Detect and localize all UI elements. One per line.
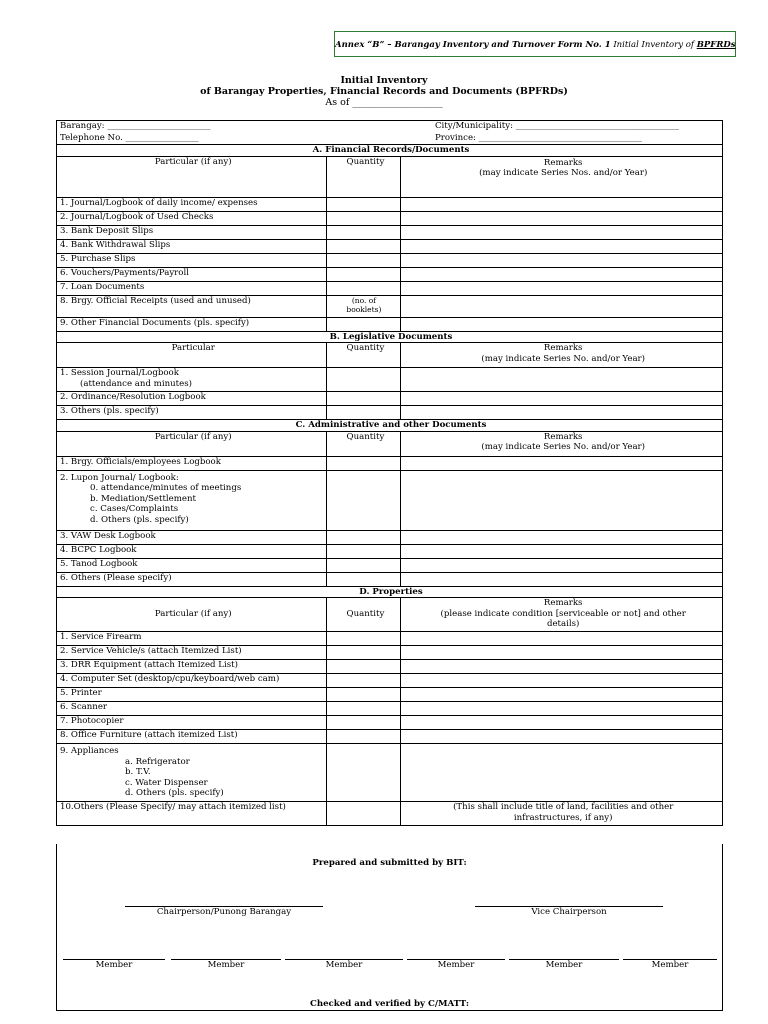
table-row — [57, 716, 723, 730]
remarks-cell[interactable] — [401, 544, 723, 558]
row-label: 4. Computer Set (desktop/cpu/keyboard/web cam) — [57, 674, 327, 688]
quantity-cell[interactable] — [327, 253, 401, 267]
province-field[interactable]: Province: ______________________________________ — [327, 133, 723, 145]
remarks-cell[interactable] — [401, 456, 723, 470]
table-row — [57, 368, 723, 392]
section-c-title: C. Administrative and other Documents — [57, 420, 723, 432]
remarks-cell[interactable] — [401, 674, 723, 688]
title-line-2: of Barangay Properties, Financial Records and Documents (BPFRDs) — [200, 86, 568, 97]
row-label: 2. Ordinance/Resolution Logbook — [57, 392, 327, 406]
row-label: 9. Other Financial Documents (pls. specify) — [57, 317, 327, 331]
remarks-cell[interactable] — [401, 368, 723, 392]
section-a-column-header — [57, 156, 723, 197]
quantity-cell[interactable] — [327, 225, 401, 239]
table-row — [57, 674, 723, 688]
sub-item: b. Mediation/Settlement — [90, 493, 196, 504]
quantity-cell[interactable] — [327, 730, 401, 744]
col-particular: Particular (if any) — [57, 156, 327, 197]
section-a-title: A. Financial Records/Documents — [57, 145, 723, 157]
sub-item: c. Cases/Complaints — [90, 504, 179, 514]
col-remarks — [401, 156, 723, 197]
member-label: Member — [437, 960, 475, 970]
row-label: 4. BCPC Logbook — [57, 544, 327, 558]
table-row — [57, 558, 723, 572]
remarks-cell[interactable] — [401, 716, 723, 730]
col-remarks — [401, 598, 723, 632]
quantity-cell[interactable] — [327, 530, 401, 544]
header-row-2 — [57, 133, 723, 145]
table-row — [57, 392, 723, 406]
quantity-cell[interactable] — [327, 632, 401, 646]
row-label: 3. VAW Desk Logbook — [57, 530, 327, 544]
row-label-line-2: (attendance and minutes) — [80, 378, 192, 389]
row-label — [57, 744, 327, 802]
quantity-cell[interactable] — [327, 317, 401, 331]
remarks-cell[interactable] — [401, 225, 723, 239]
remarks-cell[interactable] — [401, 239, 723, 253]
col-particular: Particular — [57, 343, 327, 368]
remarks-cell[interactable] — [401, 392, 723, 406]
table-row — [57, 530, 723, 544]
remarks-note-1: (This shall include title of land, facilities and other — [453, 802, 674, 812]
annex-prefix: Annex “B” – Barangay Inventory and Turnover Form No. 1 — [335, 40, 611, 50]
remarks-cell[interactable] — [401, 744, 723, 802]
row-label: 5. Tanod Logbook — [57, 558, 327, 572]
row-label: 10.Others (Please Specify/ may attach itemized list) — [57, 802, 327, 826]
table-row — [57, 197, 723, 211]
row-label-line-1: 1. Session Journal/Logbook — [60, 368, 179, 378]
signature-block — [56, 844, 723, 1011]
quantity-cell[interactable] — [327, 197, 401, 211]
table-row — [57, 744, 723, 802]
quantity-cell[interactable] — [327, 267, 401, 281]
quantity-cell[interactable] — [327, 456, 401, 470]
table-row — [57, 544, 723, 558]
sub-item: d. Others (pls. specify) — [90, 514, 189, 525]
quantity-cell[interactable] — [327, 281, 401, 295]
annex-code: BPFRDs — [696, 40, 736, 50]
quantity-note-1: (no. of — [351, 295, 377, 305]
col-quantity: Quantity — [327, 156, 401, 197]
table-row — [57, 211, 723, 225]
remarks-cell[interactable] — [401, 317, 723, 331]
quantity-cell[interactable] — [327, 211, 401, 225]
header-row-1 — [57, 121, 723, 133]
remarks-cell[interactable] — [401, 688, 723, 702]
remarks-cell[interactable] — [401, 632, 723, 646]
col-quantity: Quantity — [327, 431, 401, 456]
quantity-cell[interactable] — [327, 744, 401, 802]
sub-item: b. T.V. — [125, 767, 151, 777]
table-row — [57, 295, 723, 317]
col-quantity: Quantity — [327, 343, 401, 368]
remarks-cell[interactable] — [401, 253, 723, 267]
section-a-title-row — [57, 145, 723, 157]
remarks-cell[interactable] — [401, 211, 723, 225]
remarks-note-2: infrastructures, if any) — [513, 812, 613, 823]
quantity-cell[interactable] — [327, 392, 401, 406]
row-label: 2. Service Vehicle/s (attach Itemized List) — [57, 646, 327, 660]
row-label: 3. Bank Deposit Slips — [57, 225, 327, 239]
remarks-cell[interactable] — [401, 530, 723, 544]
remarks-cell[interactable] — [401, 730, 723, 744]
remarks-cell[interactable] — [401, 267, 723, 281]
section-c-title-row — [57, 420, 723, 432]
row-label: 7. Photocopier — [57, 716, 327, 730]
table-row — [57, 225, 723, 239]
table-row — [57, 406, 723, 420]
row-label — [57, 470, 327, 530]
row-label: 4. Bank Withdrawal Slips — [57, 239, 327, 253]
sub-item: d. Others (pls. specify) — [125, 788, 224, 798]
remarks-cell[interactable] — [401, 646, 723, 660]
table-row — [57, 267, 723, 281]
sub-item: a. Refrigerator — [125, 756, 190, 767]
quantity-cell[interactable] — [327, 674, 401, 688]
barangay-field[interactable]: Barangay: ________________________ — [57, 121, 327, 133]
col-remarks — [401, 343, 723, 368]
remarks-cell[interactable] — [401, 702, 723, 716]
quantity-cell[interactable] — [327, 558, 401, 572]
sub-item: 0. attendance/minutes of meetings — [90, 483, 242, 493]
col-remarks — [401, 431, 723, 456]
table-row — [57, 253, 723, 267]
quantity-cell[interactable] — [327, 406, 401, 420]
table-row — [57, 239, 723, 253]
quantity-cell[interactable] — [327, 646, 401, 660]
table-row — [57, 702, 723, 716]
remarks-cell[interactable] — [401, 558, 723, 572]
remarks-cell[interactable] — [401, 470, 723, 530]
telephone-field[interactable]: Telephone No. _________________ — [57, 133, 327, 145]
remarks-label: Remarks — [543, 343, 583, 353]
row-label: 1. Journal/Logbook of daily income/ expenses — [57, 197, 327, 211]
quantity-cell[interactable] — [327, 295, 401, 317]
prepared-by-label: Prepared and submitted by BIT: — [312, 858, 467, 868]
table-row — [57, 317, 723, 331]
table-row — [57, 456, 723, 470]
row-label: 6. Others (Please specify) — [57, 572, 327, 586]
remarks-note-2: details) — [546, 619, 580, 629]
table-row — [57, 688, 723, 702]
row-label-main: 2. Lupon Journal/ Logbook: — [60, 472, 179, 483]
row-label: 7. Loan Documents — [57, 281, 327, 295]
remarks-note: (may indicate Series No. and/or Year) — [481, 353, 646, 364]
row-label: 5. Printer — [57, 688, 327, 702]
form-title — [0, 75, 768, 108]
quantity-cell[interactable] — [327, 544, 401, 558]
remarks-note: (please indicate condition [serviceable or not] and other — [440, 608, 686, 619]
checked-by-label: Checked and verified by C/MATT: — [309, 999, 470, 1009]
remarks-cell[interactable] — [401, 660, 723, 674]
table-row — [57, 730, 723, 744]
row-label: 3. DRR Equipment (attach Itemized List) — [57, 660, 327, 674]
vice-label: Vice Chairperson — [531, 907, 607, 917]
row-label — [57, 368, 327, 392]
section-d-title: D. Properties — [57, 586, 723, 598]
table-row — [57, 660, 723, 674]
row-label: 6. Scanner — [57, 702, 327, 716]
remarks-cell[interactable] — [401, 197, 723, 211]
chair-label: Chairperson/Punong Barangay — [156, 907, 292, 917]
table-row — [57, 802, 723, 826]
row-label: 1. Service Firearm — [57, 632, 327, 646]
inventory-table — [56, 120, 723, 826]
title-line-1: Initial Inventory — [340, 75, 428, 86]
remarks-cell[interactable] — [401, 572, 723, 586]
quantity-cell[interactable] — [327, 239, 401, 253]
section-d-title-row — [57, 586, 723, 598]
section-b-title: B. Legislative Documents — [57, 331, 723, 343]
table-row — [57, 646, 723, 660]
remarks-cell[interactable] — [401, 281, 723, 295]
quantity-cell[interactable] — [327, 470, 401, 530]
row-label: 2. Journal/Logbook of Used Checks — [57, 211, 327, 225]
table-row — [57, 470, 723, 530]
member-label: Member — [545, 960, 583, 970]
member-label: Member — [95, 960, 133, 970]
col-quantity: Quantity — [327, 598, 401, 632]
table-row — [57, 572, 723, 586]
title-as-of: As of ___________________ — [325, 97, 443, 108]
remarks-label: Remarks — [543, 598, 583, 608]
quantity-cell[interactable] — [327, 702, 401, 716]
section-b-column-header — [57, 343, 723, 368]
quantity-cell[interactable] — [327, 802, 401, 826]
row-label-main: 9. Appliances — [60, 746, 119, 756]
member-label: Member — [325, 960, 363, 970]
sub-item: c. Water Dispenser — [125, 777, 208, 788]
col-particular: Particular (if any) — [57, 598, 327, 632]
col-particular: Particular (if any) — [57, 431, 327, 456]
member-label: Member — [207, 960, 245, 970]
section-b-title-row — [57, 331, 723, 343]
annex-middle: Initial Inventory of — [613, 40, 694, 50]
quantity-cell[interactable] — [327, 572, 401, 586]
remarks-note: (may indicate Series No. and/or Year) — [481, 442, 646, 452]
city-field[interactable]: City/Municipality: ______________________________________ — [327, 121, 723, 133]
section-c-column-header — [57, 431, 723, 456]
remarks-cell[interactable] — [401, 295, 723, 317]
annex-box — [334, 31, 736, 57]
table-row — [57, 632, 723, 646]
remarks-cell[interactable] — [401, 406, 723, 420]
quantity-cell[interactable] — [327, 716, 401, 730]
row-label: 8. Brgy. Official Receipts (used and unused) — [57, 295, 327, 317]
table-row — [57, 281, 723, 295]
row-label: 8. Office Furniture (attach itemized List) — [57, 730, 327, 744]
row-label: 3. Others (pls. specify) — [57, 406, 327, 420]
section-d-column-header — [57, 598, 723, 632]
row-label: 6. Vouchers/Payments/Payroll — [57, 267, 327, 281]
quantity-cell[interactable] — [327, 660, 401, 674]
quantity-note-2: booklets) — [346, 304, 382, 314]
quantity-cell[interactable] — [327, 368, 401, 392]
remarks-cell[interactable] — [401, 802, 723, 826]
row-label: 1. Brgy. Officials/employees Logbook — [57, 456, 327, 470]
quantity-cell[interactable] — [327, 688, 401, 702]
remarks-label: Remarks — [543, 157, 583, 168]
remarks-label: Remarks — [543, 431, 583, 442]
row-label: 5. Purchase Slips — [57, 253, 327, 267]
member-label: Member — [651, 960, 689, 970]
remarks-note: (may indicate Series Nos. and/or Year) — [479, 168, 648, 178]
